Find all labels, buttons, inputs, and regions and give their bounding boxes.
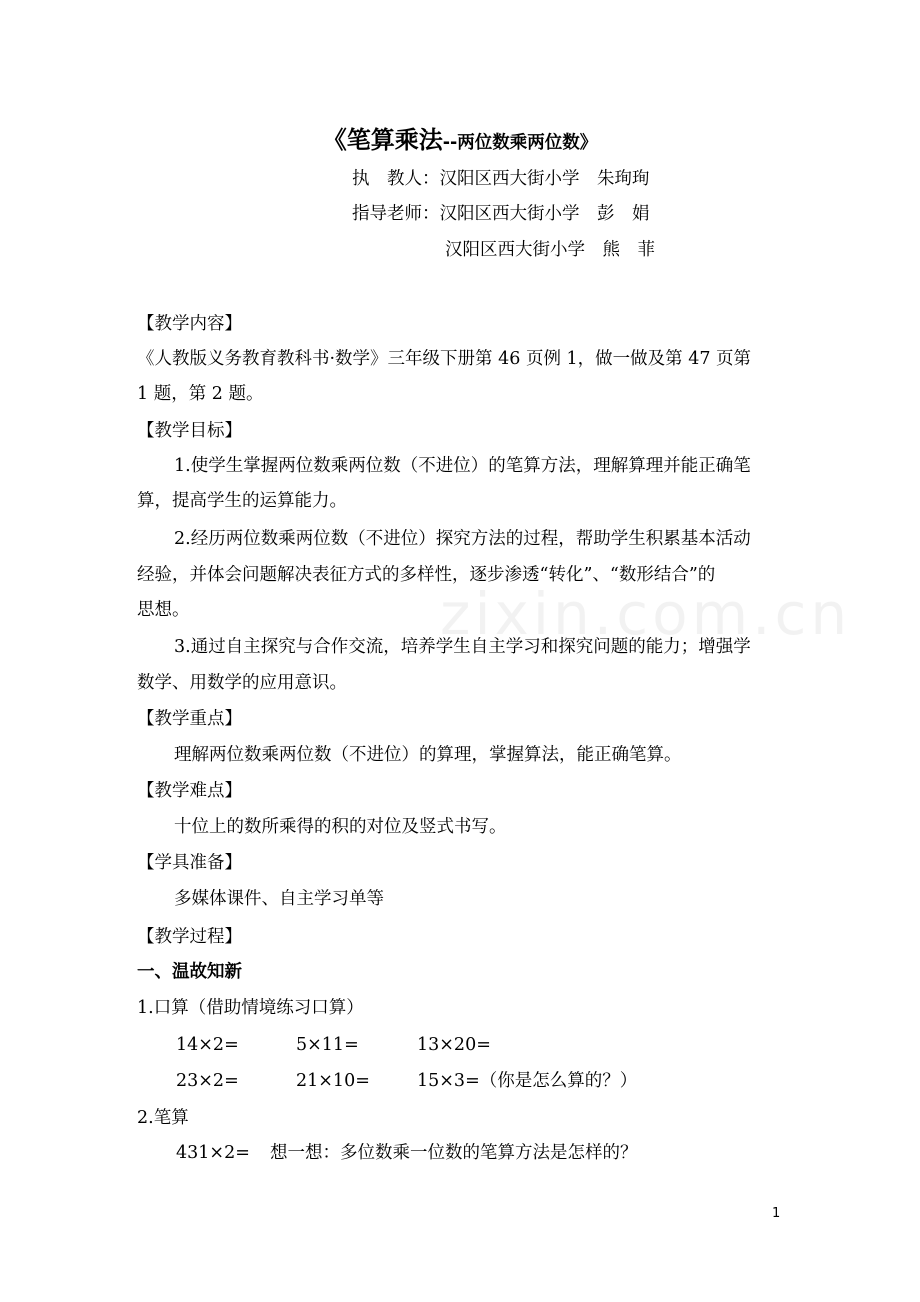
oral-item: 15×3=（你是怎么算的？） [417,1071,638,1091]
key-text: 理解两位数乘两位数（不进位）的算理，掌握算法，能正确笔算。 [174,745,682,765]
author-advisor-1: 指导老师：汉阳区西大街小学 彭 娟 [352,204,650,224]
title-sub: --两位数乘两位数》 [442,133,598,153]
goal2-line2: 经验，并体会问题解决表征方式的多样性，逐步渗透“转化”、“数形结合”的 [137,565,716,585]
tools-text: 多媒体课件、自主学习单等 [174,889,384,909]
goal3-line2: 数学、用数学的应用意识。 [137,673,347,693]
goal2-line3: 思想。 [137,600,190,620]
written-question: 想一想：多位数乘一位数的笔算方法是怎样的？ [270,1143,638,1163]
key-heading: 【教学重点】 [137,709,242,729]
page-number: 1 [772,1206,781,1221]
difficulty-text: 十位上的数所乘得的积的对位及竖式书写。 [174,817,507,837]
title-main: 《笔算乘法 [322,126,443,154]
content-text-line1: 《人教版义务教育教科书·数学》三年级下册第 46 页例 1，做一做及第 47 页第 [137,349,752,369]
goal2-line1: 2.经历两位数乘两位数（不进位）探究方法的过程，帮助学生积累基本活动 [174,529,751,549]
author-teacher: 执 教人：汉阳区西大街小学 朱珣珣 [352,169,650,189]
author-advisor-2: 汉阳区西大街小学 熊 菲 [445,240,655,260]
difficulty-heading: 【教学难点】 [137,781,242,801]
oral-heading: 1.口算（借助情境练习口算） [137,998,364,1018]
tools-heading: 【学具准备】 [137,853,242,873]
oral-item: 23×2= [176,1071,239,1091]
goals-heading: 【教学目标】 [137,421,242,441]
oral-item: 5×11= [296,1035,359,1055]
goal1-line2: 算，提高学生的运算能力。 [137,491,347,511]
content-text-line2: 1 题，第 2 题。 [137,384,264,404]
document-title [0,120,920,155]
goal1-line1: 1.使学生掌握两位数乘两位数（不进位）的笔算方法，理解算理并能正确笔 [174,456,751,476]
written-expression: 431×2= [176,1143,250,1163]
part1-heading: 一、温故知新 [137,962,242,982]
written-heading: 2.笔算 [137,1108,189,1128]
oral-item: 21×10= [296,1071,370,1091]
watermark: zixin.com.cn [440,580,852,648]
goal3-line1: 3.通过自主探究与合作交流，培养学生自主学习和探究问题的能力；增强学 [174,637,751,657]
process-heading: 【教学过程】 [137,927,242,947]
oral-item: 14×2= [176,1035,239,1055]
content-heading: 【教学内容】 [137,314,242,334]
oral-item: 13×20= [417,1035,491,1055]
